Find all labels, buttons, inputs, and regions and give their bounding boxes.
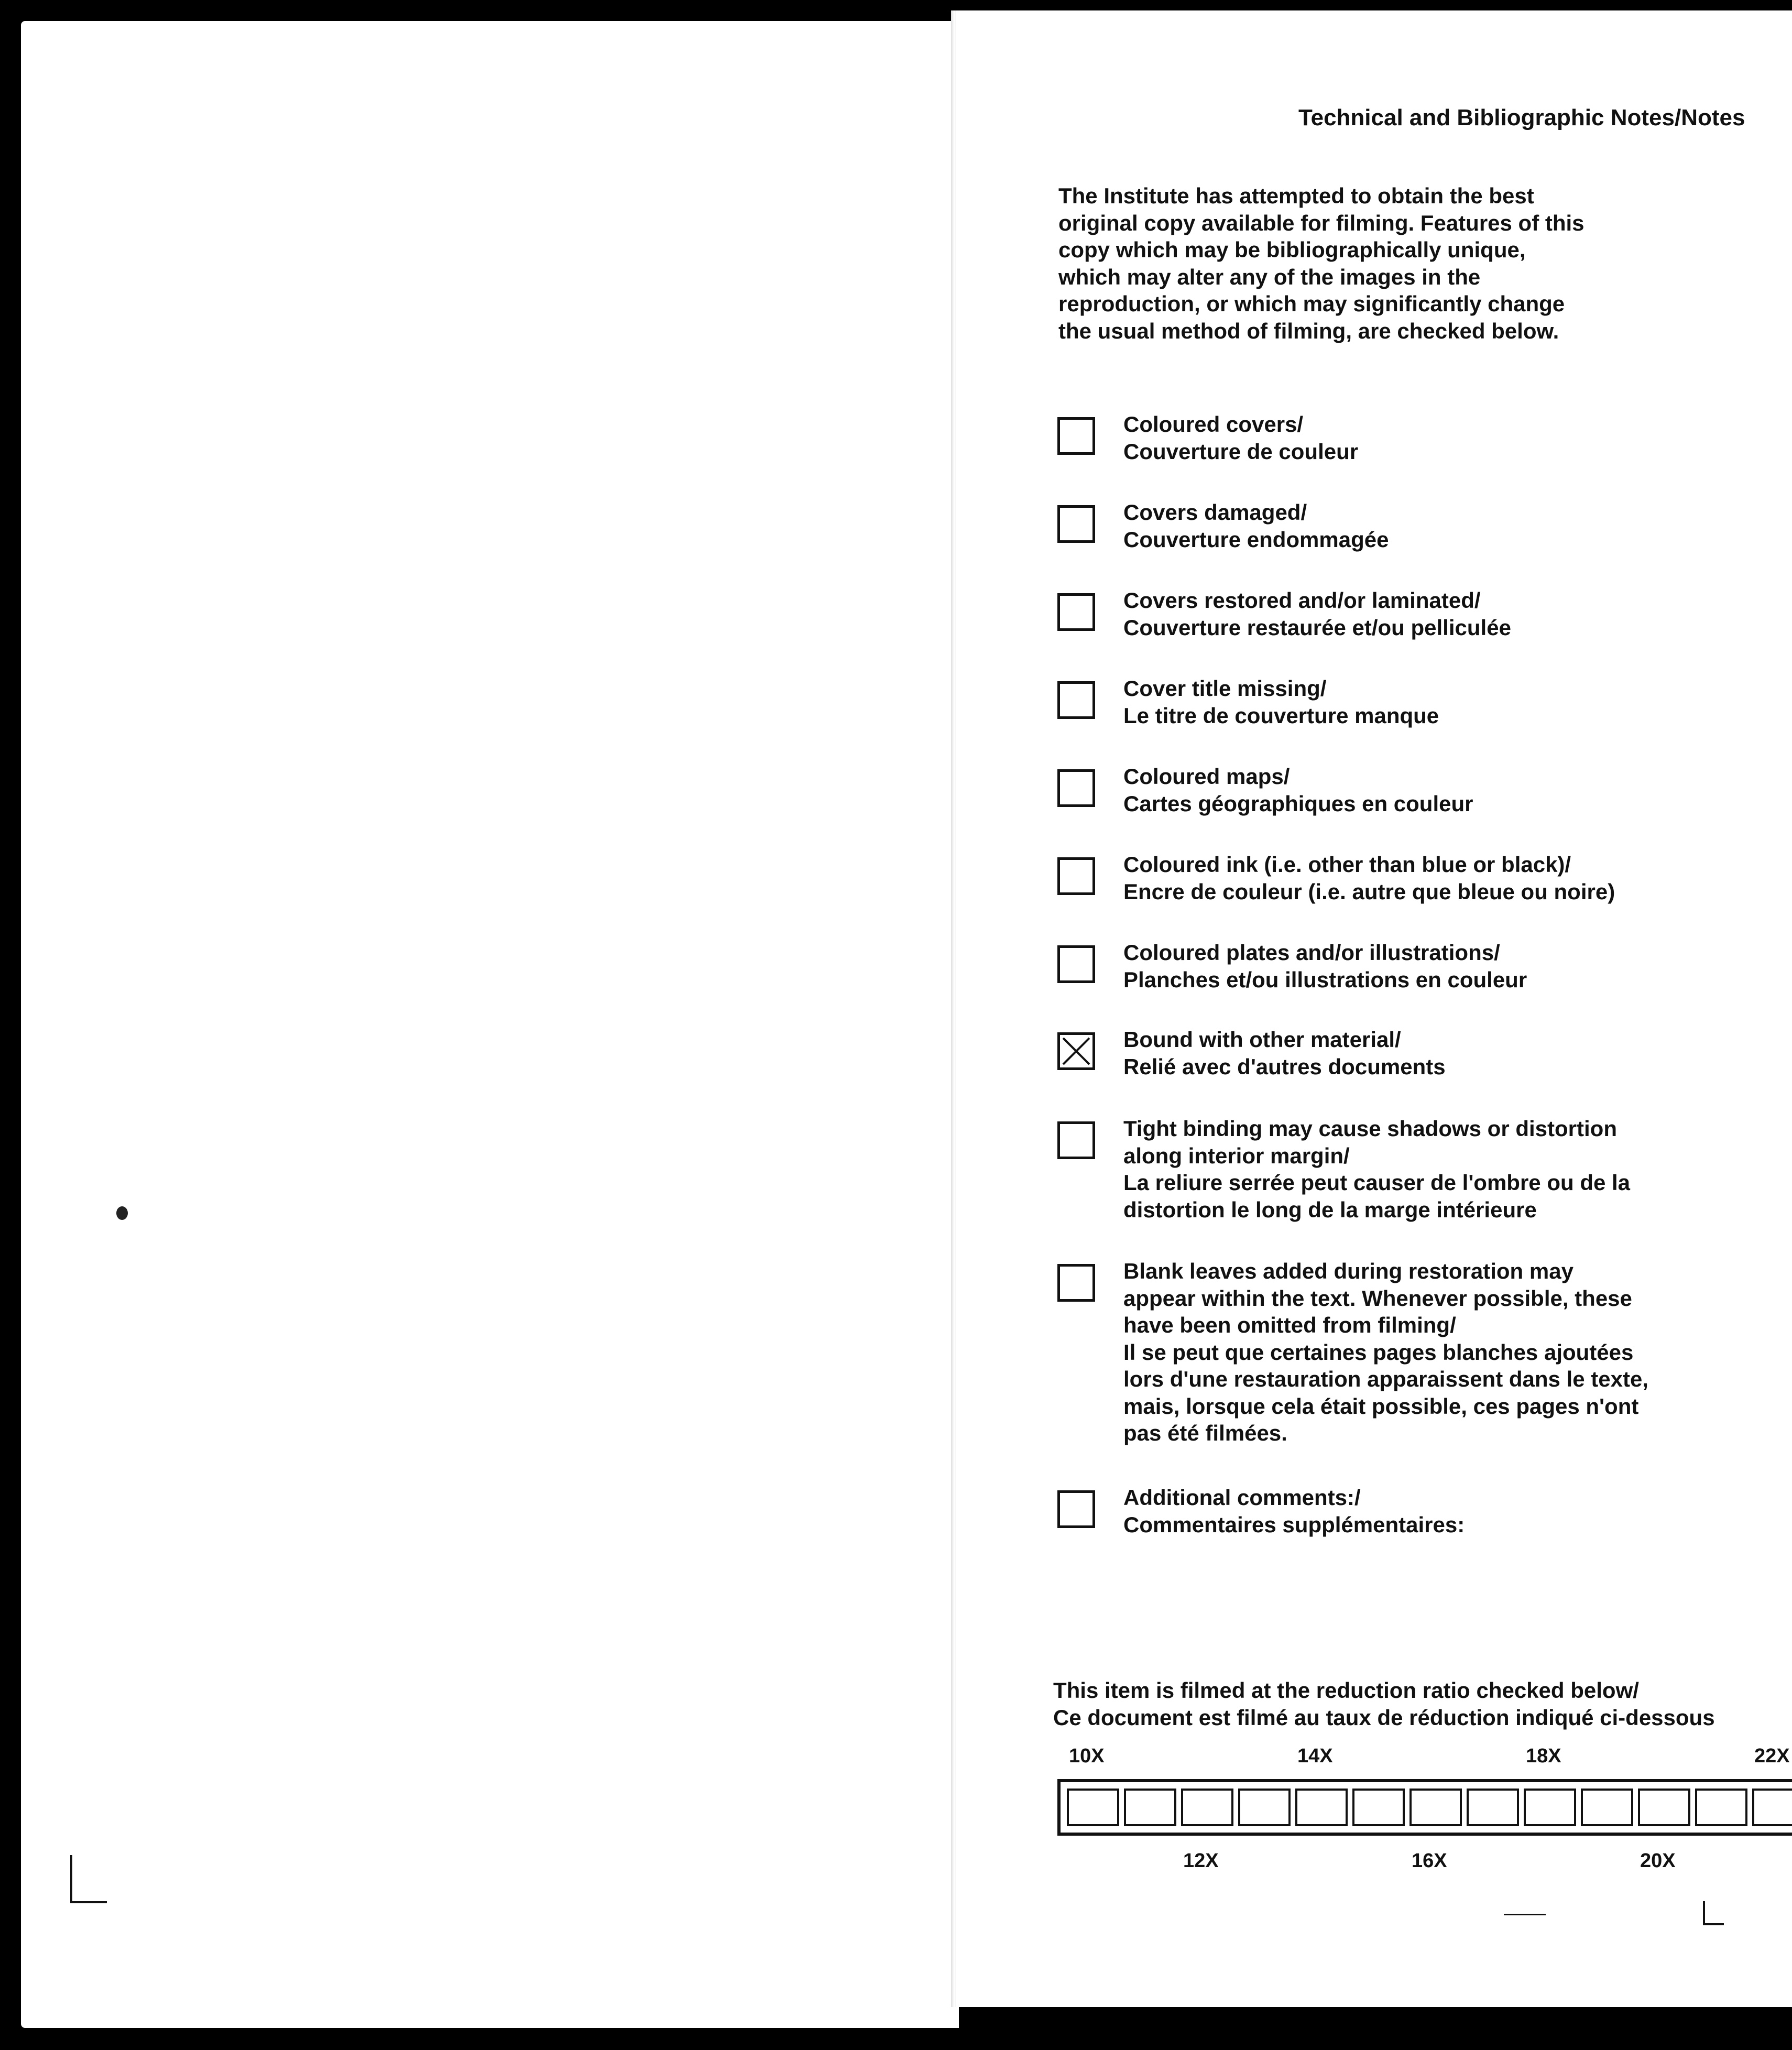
intro-line: the usual method of filming, are checked below. [1058,318,1559,343]
item-labels [1123,851,1784,905]
intro-line: reproduction, or which may significantly change [1058,291,1565,316]
item-label: Cover title missing/ [1123,676,1327,701]
item-label: have been omitted from filming/ [1123,1313,1456,1337]
item-label: Covers damaged/ [1123,500,1307,525]
scale-tick-top: 10X [1069,1745,1105,1767]
crop-mark [70,1855,72,1903]
x-mark-icon [1060,1035,1092,1067]
item-label: mais, lorsque cela était possible, ces pages n'ont [1123,1393,1639,1419]
crop-mark [1703,1923,1724,1925]
checkbox[interactable] [1057,1264,1095,1302]
scale-cell[interactable] [1181,1789,1233,1826]
scale-tick-top: 18X [1526,1745,1561,1767]
item-labels [1123,1258,1784,1447]
document-title: Technical and Bibliographic Notes/Notes [1298,105,1745,130]
item-label: Commentaires supplémentaires: [1123,1512,1465,1537]
crop-mark [1504,1914,1546,1915]
scan-speck [116,1206,128,1220]
item-label: Encre de couleur (i.e. autre que bleue ou noire) [1123,879,1615,904]
intro-line: copy which may be bibliographically unique, [1058,237,1526,262]
item-label: along interior margin/ [1123,1143,1350,1168]
item-label: pas été filmées. [1123,1421,1287,1445]
scale-cell[interactable] [1638,1789,1690,1826]
item-label: distortion le long de la marge intérieure [1123,1197,1537,1222]
intro-line: which may alter any of the images in the [1058,264,1481,289]
crop-mark [70,1901,107,1903]
item-labels [1123,411,1784,465]
item-label: lors d'une restauration apparaissent dans le texte, [1123,1367,1648,1391]
item-label: Coloured plates and/or illustrations/ [1123,940,1500,965]
intro-paragraph [1058,182,1729,344]
scale-cell[interactable] [1067,1789,1119,1826]
scale-tick-top: 14X [1297,1745,1333,1767]
item-labels [1123,587,1784,641]
item-labels [1123,1026,1784,1080]
checkbox-checked[interactable] [1057,1032,1095,1070]
item-label: Coloured ink (i.e. other than blue or black)/ [1123,852,1571,877]
scale-cell[interactable] [1238,1789,1291,1826]
checkbox[interactable] [1057,857,1095,895]
checkbox[interactable] [1057,681,1095,719]
checkbox[interactable] [1057,1121,1095,1159]
checkbox[interactable] [1057,945,1095,983]
item-label: Covers restored and/or laminated/ [1123,588,1481,613]
item-label: Couverture endommagée [1123,527,1389,552]
reduction-scale [1057,1779,1792,1836]
checkbox[interactable] [1057,417,1095,455]
page-fold [951,10,956,2007]
scale-cell[interactable] [1409,1789,1462,1826]
scale-tick-bottom: 12X [1183,1850,1219,1872]
scale-cell[interactable] [1467,1789,1519,1826]
scale-tick-top: 22X [1754,1745,1790,1767]
item-label: Coloured covers/ [1123,412,1304,437]
intro-line: The Institute has attempted to obtain the best [1058,183,1534,208]
item-label: Additional comments:/ [1123,1485,1361,1510]
item-label: Tight binding may cause shadows or distortion [1123,1116,1617,1141]
item-label: Coloured maps/ [1123,764,1290,789]
reduction-line: Ce document est filmé au taux de réduction indiqué ci-dessous [1053,1705,1715,1730]
item-labels [1123,763,1784,817]
scale-cell[interactable] [1124,1789,1176,1826]
checkbox[interactable] [1057,769,1095,807]
reduction-line: This item is filmed at the reduction ratio checked below/ [1053,1678,1639,1703]
item-label: Bound with other material/ [1123,1027,1401,1052]
checkbox[interactable] [1057,593,1095,631]
item-label: Il se peut que certaines pages blanches ajoutées [1123,1339,1634,1365]
item-label: Couverture de couleur [1123,439,1359,464]
scale-tick-bottom: 20X [1640,1850,1676,1872]
scale-cell[interactable] [1695,1789,1747,1826]
intro-line: original copy available for filming. Features of this [1058,210,1585,235]
item-label: Couverture restaurée et/ou pelliculée [1123,615,1511,640]
item-labels [1123,939,1784,993]
scale-cell[interactable] [1752,1789,1792,1826]
item-labels [1123,1484,1784,1538]
checkbox[interactable] [1057,1490,1095,1528]
item-label: appear within the text. Whenever possible, these [1123,1285,1632,1311]
item-label: Blank leaves added during restoration may [1123,1259,1574,1283]
scale-cell[interactable] [1581,1789,1633,1826]
item-label: La reliure serrée peut causer de l'ombre ou de la [1123,1170,1631,1195]
item-label: Planches et/ou illustrations en couleur [1123,967,1527,992]
scale-tick-bottom: 16X [1412,1850,1447,1872]
checkbox[interactable] [1057,505,1095,543]
crop-mark [1703,1901,1705,1924]
left-blank-page [21,21,959,2028]
item-labels [1123,1115,1784,1223]
item-labels [1123,675,1784,729]
scale-cell[interactable] [1352,1789,1405,1826]
reduction-ratio-text [1053,1677,1715,1731]
item-label: Relié avec d'autres documents [1123,1054,1446,1079]
scale-cell[interactable] [1524,1789,1576,1826]
item-label: Cartes géographiques en couleur [1123,791,1473,816]
scale-cell[interactable] [1295,1789,1348,1826]
item-label: Le titre de couverture manque [1123,703,1439,728]
item-labels [1123,499,1784,553]
